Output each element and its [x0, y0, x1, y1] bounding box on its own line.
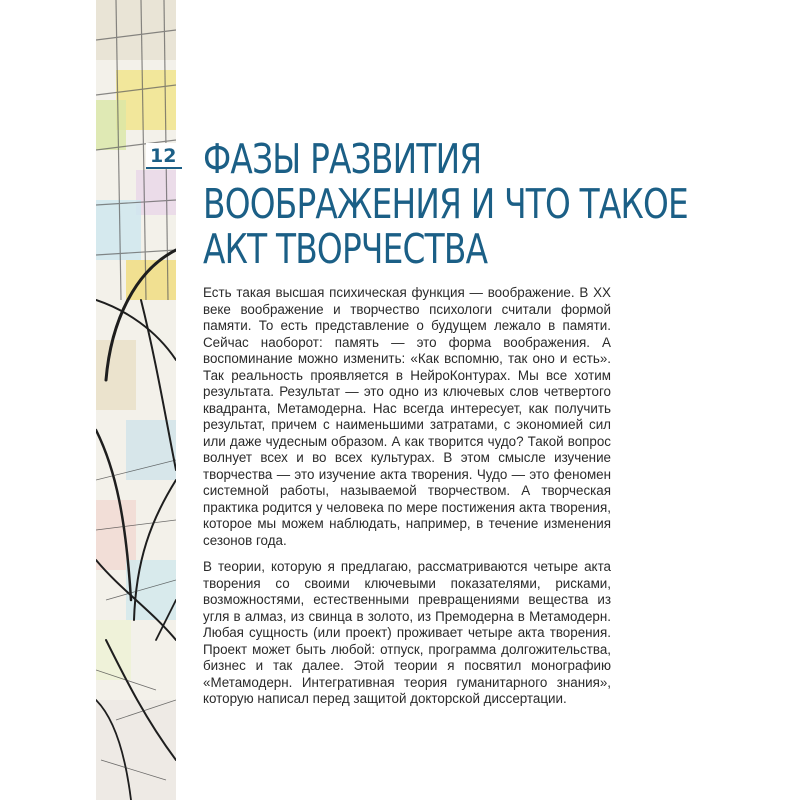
chapter-title-line-1: ФАЗЫ РАЗВИТИЯ: [203, 135, 482, 183]
chapter-title-line-3: АКТ ТВОРЧЕСТВА: [203, 225, 488, 273]
body-text: [203, 285, 611, 718]
page-number: 12: [146, 143, 182, 169]
chapter-title-line-2: ВООБРАЖЕНИЯ И ЧТО ТАКОЕ: [203, 180, 688, 228]
decorative-sketch-illustration: [96, 0, 176, 800]
chapter-title: [203, 135, 688, 273]
paragraph-1: Есть такая высшая психическая функция — воображение. В ХХ веке воображение и творчество психологи считали формой памяти. То есть представление о будущем лежало в памяти. Сейчас наоборот: память — это форма воображения. А воспоминание можно изменить: «Как вспомню, так оно и есть». Так реальность проявляется в НейроКонтурах. Мы все хотим результата. Результат — это одно из ключевых слов четвертого квадранта, Метамодерна. Нас всегда интересует, как получить результат, причем с наименьшими затратами, с экономией сил или даже чудесным образом. А как творится чудо? Такой вопрос волнует всех и во всех культурах. В этом смысле изучение творчества — это изучение акта творения. Чудо — это феномен системной работы, называемой творчеством. А творческая практика родится у человека по мере постижения акта творения, которое мы можем наблюдать, например, в течение изменения сезонов года.: [203, 285, 611, 548]
paragraph-2: В теории, которую я предлагаю, рассматриваются четыре акта творения со своими ключевыми показателями, рисками, возможностями, естественными превращениями вещества из угля в алмаз, из свинца в золото, из Премодерна в Метамодерн. Любая сущность (или проект) проживает четыре акта творения. Проект может быть любой: отпуск, программа долгожительства, бизнес и так далее. Этой теории я посвятил монографию «Метамодерн. Интегративная теория гуманитарного знания», которую написал перед защитой докторской диссертации.: [203, 559, 611, 706]
